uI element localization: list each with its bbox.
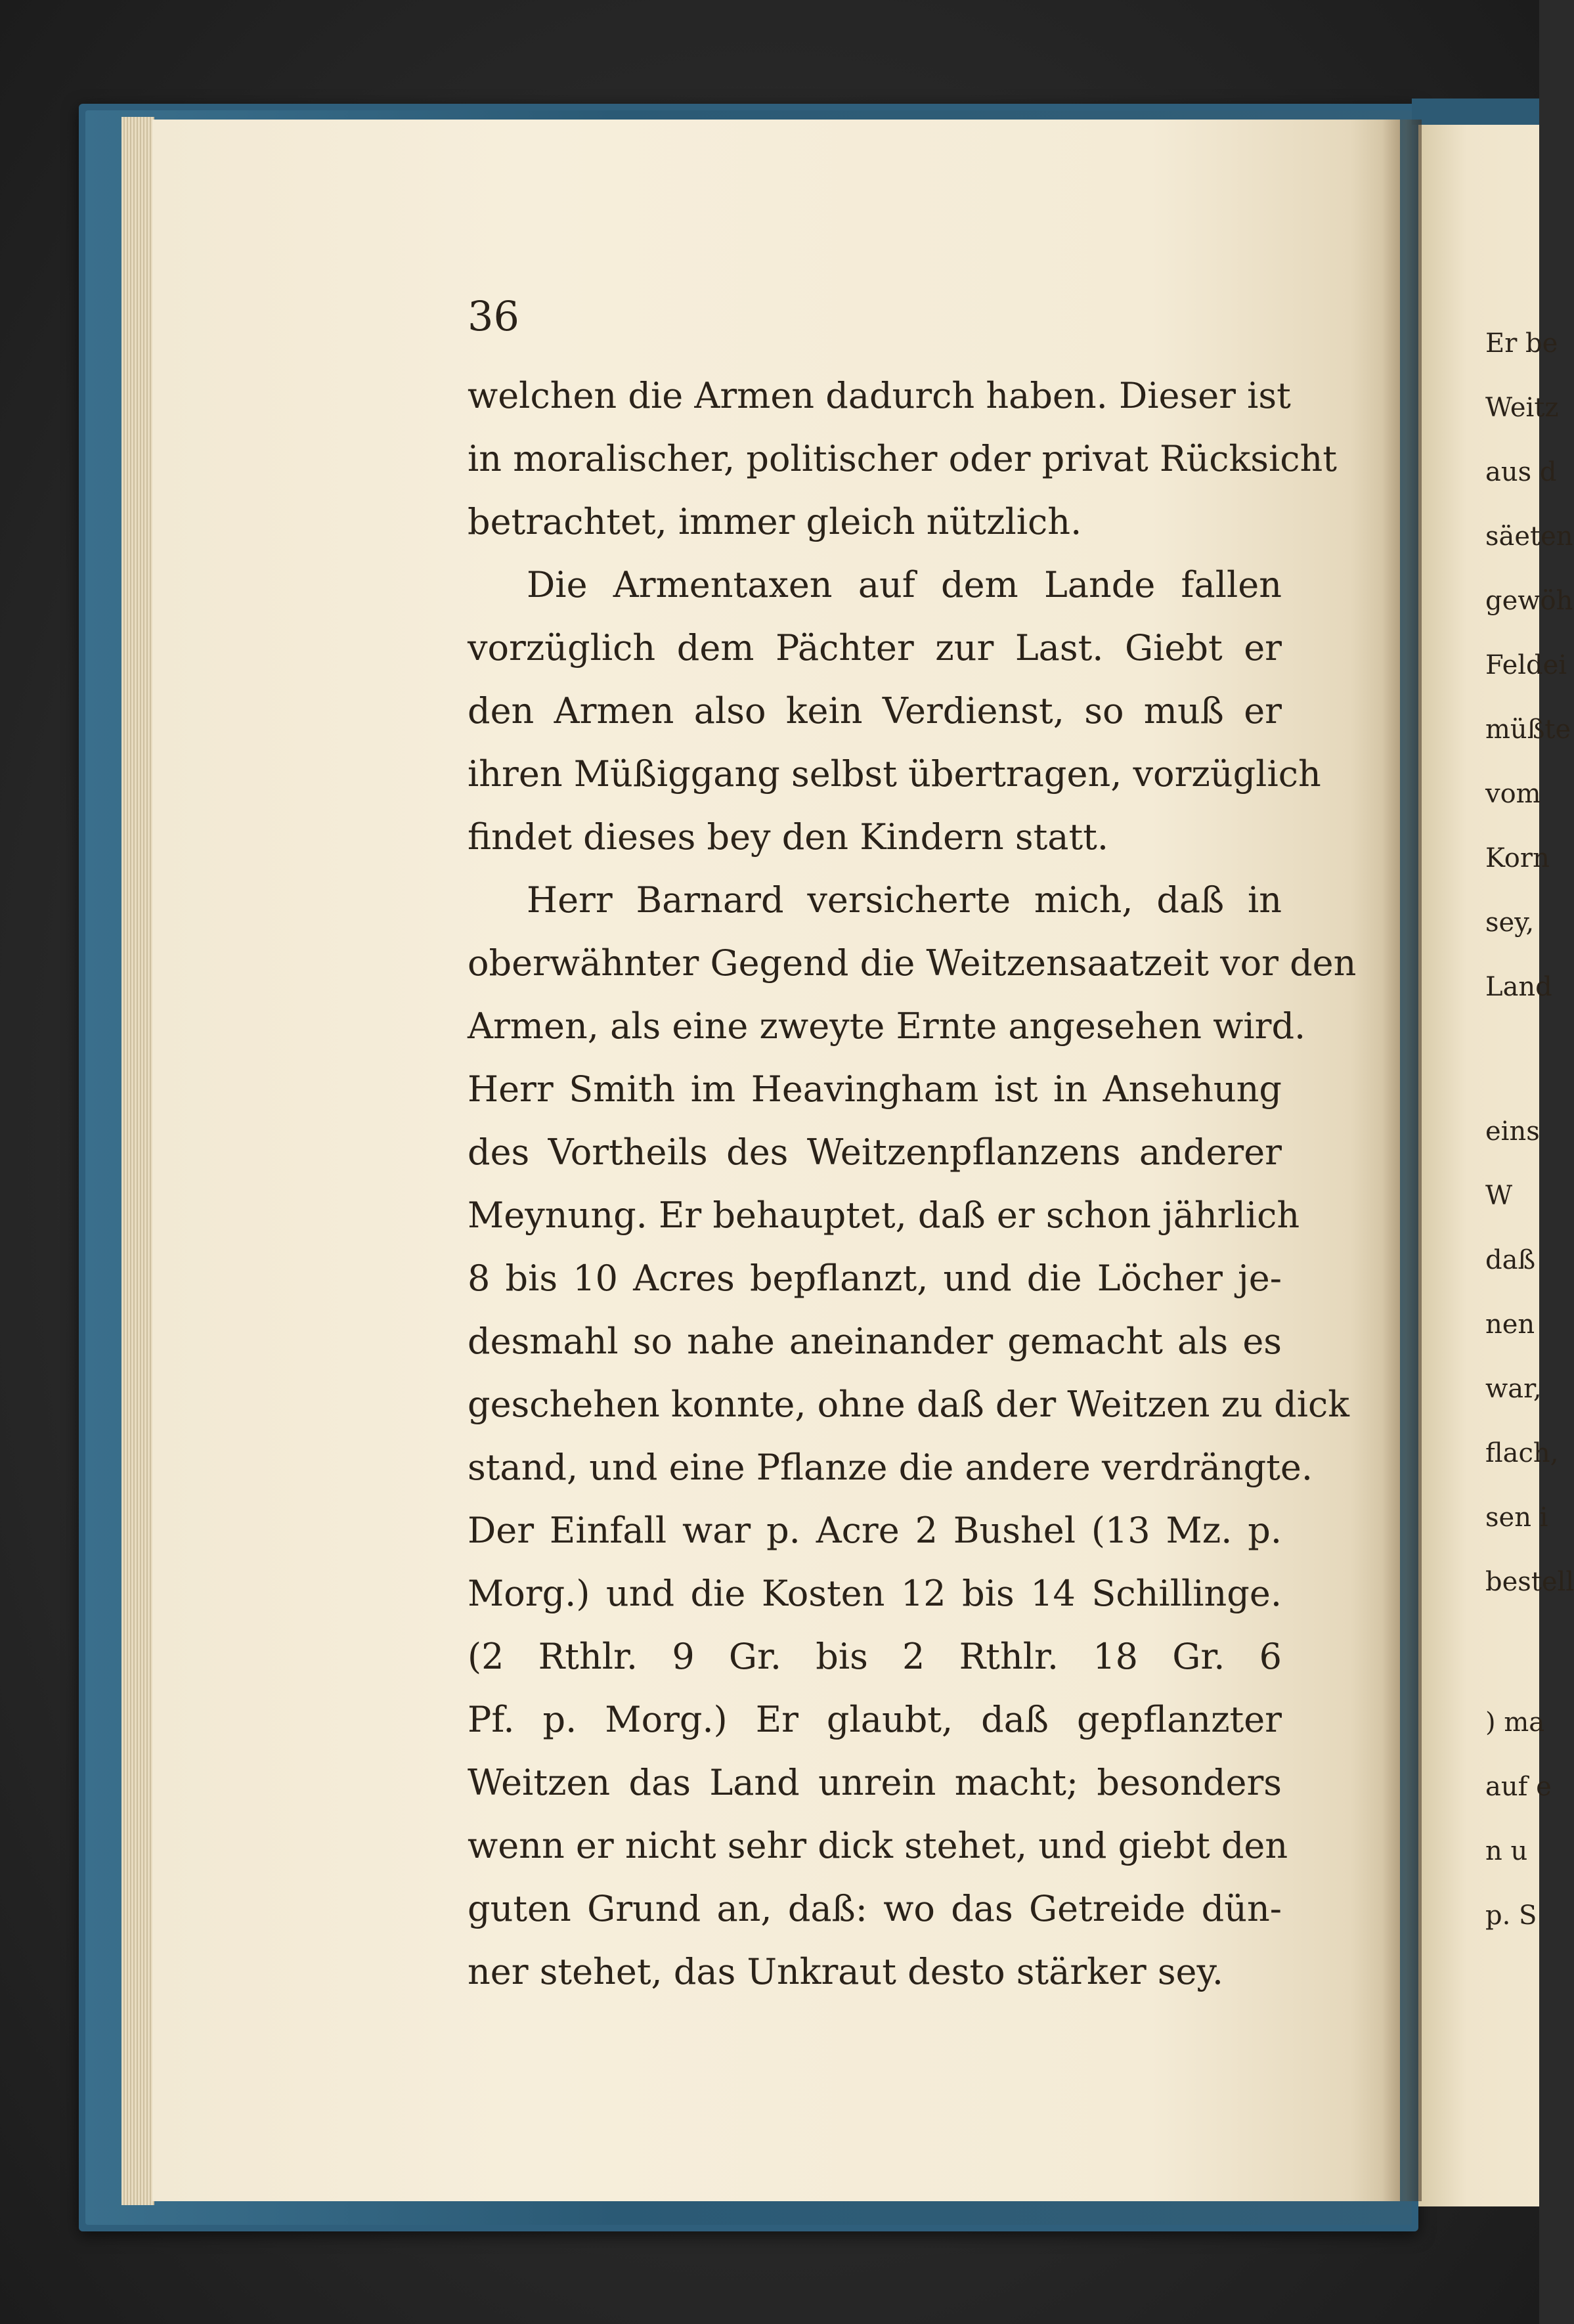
right-fragment: flach, [1485,1438,1559,1468]
right-fragment: Feldei [1485,650,1567,680]
right-fragment: aus d [1485,457,1557,487]
body-text [468,364,1357,2004]
right-fragment: Er be [1485,328,1558,359]
text-line: findet dieses bey den Kindern statt. [468,816,1109,858]
page-edges [121,117,154,2205]
text-line: desmahl so nahe aneinander gemacht als es [468,1321,1282,1362]
right-fragment: eins [1485,1116,1540,1147]
text-line: Herr Smith im Heavingham ist in Ansehung [468,1068,1282,1110]
right-fragment: war, [1485,1374,1542,1404]
text-line: ner stehet, das Unkraut desto stärker sey. [468,1951,1224,1992]
text-line: Meynung. Er behauptet, daß er schon jährlich [468,1195,1300,1236]
right-fragment: müßte [1485,714,1571,745]
right-fragment: sey, [1485,908,1535,938]
right-fragment: daß [1485,1245,1536,1275]
text-line: stand, und eine Pflanze die andere verdrängte. [468,1447,1313,1488]
text-line: Die Armentaxen auf dem Lande fallen [527,564,1282,605]
right-fragment: auf e [1485,1772,1552,1802]
right-fragment: vom [1485,779,1541,809]
text-line: den Armen also kein Verdienst, so muß er [468,690,1282,732]
text-line: welchen die Armen dadurch haben. Dieser ist [468,375,1291,416]
text-line: Pf. p. Morg.) Er glaubt, daß gepflanzter [468,1699,1282,1740]
right-fragment: säeten [1485,521,1573,552]
text-line: guten Grund an, daß: wo das Getreide dün- [468,1888,1282,1929]
text-line: ihren Müßiggang selbst übertragen, vorzüglich [468,753,1321,795]
text-line: wenn er nicht sehr dick stehet, und giebt den [468,1825,1288,1866]
right-cover-edge [1412,99,1539,125]
right-fragment: nen [1485,1309,1535,1340]
text-line: Herr Barnard versicherte mich, daß in [527,879,1282,921]
right-fragment: n u [1485,1836,1528,1866]
text-line: Weitzen das Land unrein macht; besonders [468,1762,1282,1803]
right-fragment: W [1485,1181,1513,1211]
text-line: geschehen konnte, ohne daß der Weitzen zu dick [468,1384,1349,1425]
text-line: Armen, als eine zweyte Ernte angesehen wird. [468,1005,1306,1047]
book-gutter [1382,120,1422,2201]
text-line: des Vortheils des Weitzenpflanzens anderer [468,1131,1282,1173]
text-line: in moralischer, politischer oder privat Rücksicht [468,438,1337,479]
right-fragment: bestell [1485,1567,1574,1597]
text-line: betrachtet, immer gleich nützlich. [468,501,1082,542]
text-line: oberwähnter Gegend die Weitzensaatzeit vor den [468,942,1357,984]
right-fragment: sen i [1485,1502,1548,1533]
text-line: Morg.) und die Kosten 12 bis 14 Schillinge. [468,1573,1282,1614]
right-fragment: ) ma [1485,1707,1545,1738]
right-fragment: Weitz [1485,393,1559,423]
text-line: vorzüglich dem Pächter zur Last. Giebt er [468,627,1282,669]
page-number: 36 [468,292,519,340]
right-fragment: Korn [1485,843,1550,873]
text-line: (2 Rthlr. 9 Gr. bis 2 Rthlr. 18 Gr. 6 [468,1636,1282,1677]
right-page [1418,125,1539,2206]
text-line: 8 bis 10 Acres bepflanzt, und die Löcher je- [468,1258,1282,1299]
text-line: Der Einfall war p. Acre 2 Bushel (13 Mz. p. [468,1510,1282,1551]
right-fragment: Land [1485,972,1552,1002]
right-fragment: p. S [1485,1900,1537,1931]
right-fragment: gewöh [1485,586,1573,616]
